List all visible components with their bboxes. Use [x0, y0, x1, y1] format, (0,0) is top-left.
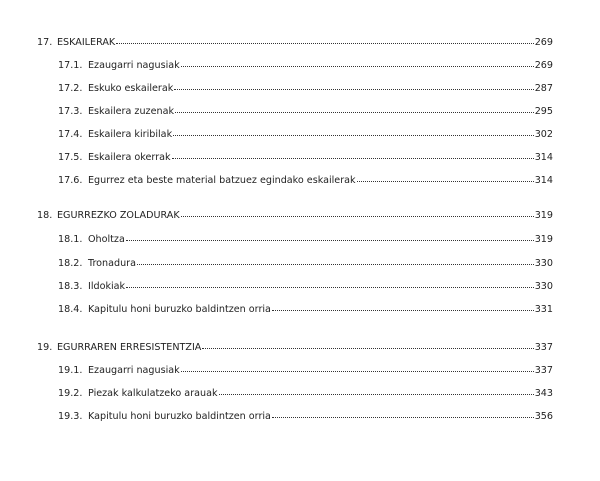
item-number: 19.2. [58, 388, 83, 399]
item-number: 17.3. [58, 106, 83, 117]
item-title: Tronadura [88, 258, 137, 269]
toc-chapter-19[interactable] [37, 341, 553, 355]
item-number: 19.1. [58, 365, 83, 376]
item-number: 18.2. [58, 258, 83, 269]
dot-leader [173, 135, 534, 136]
toc-item-17-2[interactable] [58, 82, 553, 96]
item-title: Eskailera okerrak [88, 152, 171, 163]
toc-item-17-5[interactable] [58, 151, 553, 165]
item-title: Eskuko eskailerak [88, 83, 174, 94]
dot-leader [126, 287, 534, 288]
item-title: Kapitulu honi buruzko baldintzen orria [88, 411, 271, 422]
item-number: 17.2. [58, 83, 83, 94]
toc-item-19-3[interactable] [58, 410, 553, 424]
page-number: 330 [534, 258, 553, 269]
item-number: 17.5. [58, 152, 83, 163]
toc-item-19-2[interactable] [58, 387, 553, 401]
item-title: Kapitulu honi buruzko baldintzen orria [88, 304, 271, 315]
toc-item-19-1[interactable] [58, 364, 553, 378]
page-number: 343 [534, 388, 553, 399]
toc-item-17-3[interactable] [58, 105, 553, 119]
chapter-title: EGURREZKO ZOLADURAK [57, 210, 180, 221]
page-number: 319 [534, 234, 553, 245]
dot-leader [126, 240, 534, 241]
toc-chapter-18[interactable] [37, 209, 553, 223]
dot-leader [272, 417, 534, 418]
page-number: 287 [534, 83, 553, 94]
page-number: 337 [534, 342, 553, 353]
page-number: 302 [534, 129, 553, 140]
page-number: 314 [534, 152, 553, 163]
dot-leader [174, 89, 533, 90]
item-title: Ildokiak [88, 281, 126, 292]
item-number: 18.1. [58, 234, 83, 245]
toc-chapter-17[interactable] [37, 36, 553, 50]
dot-leader [116, 43, 533, 44]
page-number: 356 [534, 411, 553, 422]
item-title: Eskailera kiribilak [88, 129, 173, 140]
dot-leader [181, 216, 534, 217]
chapter-number: 17. [37, 37, 53, 48]
page-number: 295 [534, 106, 553, 117]
dot-leader [137, 264, 534, 265]
toc-item-18-1[interactable] [58, 233, 553, 247]
toc-item-17-4[interactable] [58, 128, 553, 142]
toc-item-18-4[interactable] [58, 303, 553, 317]
page-number: 330 [534, 281, 553, 292]
item-number: 17.1. [58, 60, 83, 71]
dot-leader [175, 112, 534, 113]
chapter-title: EGURRAREN ERRESISTENTZIA [57, 342, 202, 353]
chapter-number: 18. [37, 210, 53, 221]
dot-leader [357, 181, 534, 182]
dot-leader [272, 310, 534, 311]
toc-item-17-1[interactable] [58, 59, 553, 73]
dot-leader [172, 158, 534, 159]
page-number: 269 [534, 60, 553, 71]
toc-item-17-6[interactable] [58, 174, 553, 188]
item-title: Egurrez eta beste material batzuez egindako eskailerak [88, 175, 356, 186]
item-title: Eskailera zuzenak [88, 106, 175, 117]
item-number: 18.4. [58, 304, 83, 315]
chapter-number: 19. [37, 342, 53, 353]
dot-leader [219, 394, 534, 395]
item-number: 18.3. [58, 281, 83, 292]
item-title: Ezaugarri nagusiak [88, 60, 180, 71]
item-title: Ezaugarri nagusiak [88, 365, 180, 376]
page-number: 269 [534, 37, 553, 48]
toc-item-18-2[interactable] [58, 257, 553, 271]
dot-leader [181, 66, 534, 67]
item-number: 19.3. [58, 411, 83, 422]
dot-leader [181, 371, 534, 372]
item-number: 17.4. [58, 129, 83, 140]
page-number: 337 [534, 365, 553, 376]
page-number: 314 [534, 175, 553, 186]
page-number: 331 [534, 304, 553, 315]
page-number: 319 [534, 210, 553, 221]
item-title: Piezak kalkulatzeko arauak [88, 388, 218, 399]
item-number: 17.6. [58, 175, 83, 186]
dot-leader [202, 348, 533, 349]
item-title: Oholtza [88, 234, 125, 245]
toc-item-18-3[interactable] [58, 280, 553, 294]
chapter-title: ESKAILERAK [57, 37, 116, 48]
